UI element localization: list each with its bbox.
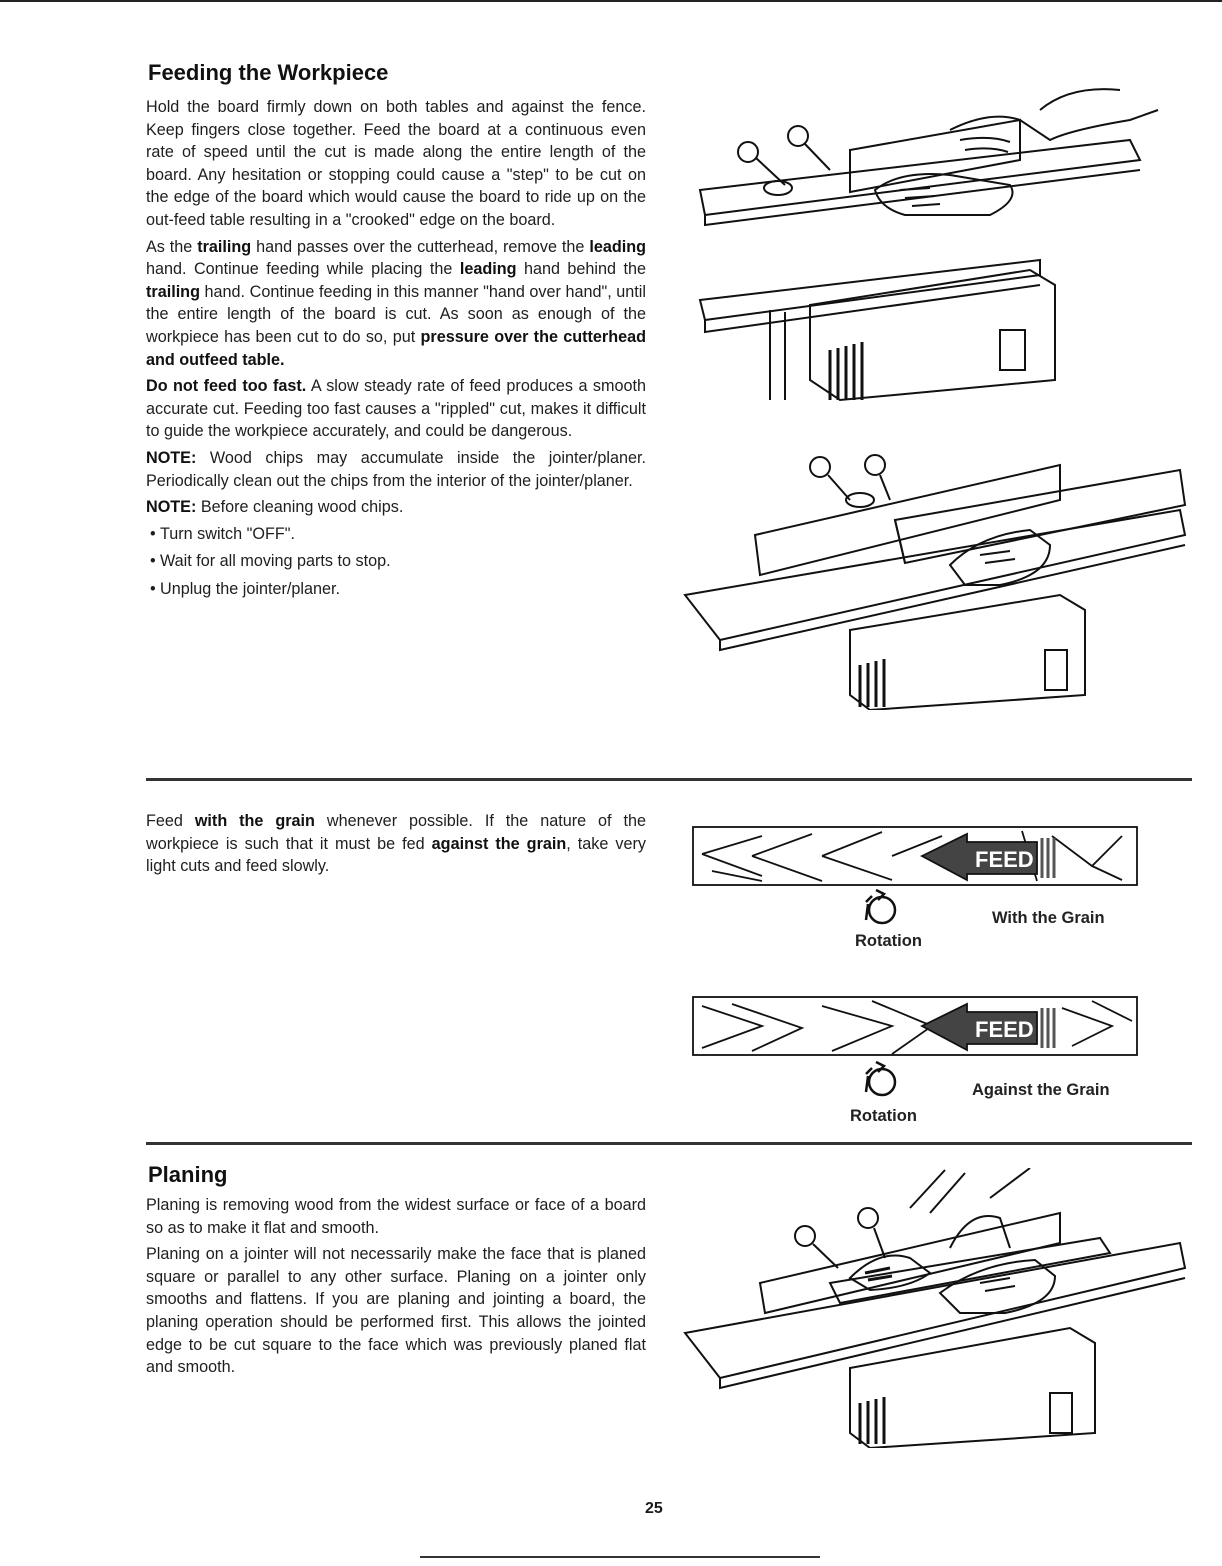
p2-text-i: hand. Continue feeding in this manner "hand over hand", until the entire length of the board is cut. As soon as enough of the workpiece has been cut to do so, put (146, 282, 646, 346)
grain-bold-with: with the grain (194, 812, 315, 830)
feeding-paragraph-2 (146, 236, 646, 372)
p2-text-c: hand passes over the cutterhead, remove the (251, 237, 590, 256)
feed-arrow-label-2: FEED (975, 1017, 1034, 1042)
planing-paragraph-2: Planing on a jointer will not necessarily make the face that is planed square or parallel to any other surface. Planing on a jointer only smooths and flattens. If you are planing and jointing a board, the planing operation should be performed first. This allows the jointed edge to be cut square to the face which was previously planed flat and smooth. (146, 1245, 646, 1377)
top-rule (0, 0, 1222, 2)
feeding-paragraph-3 (146, 375, 646, 443)
grain-text-a: Feed (146, 812, 195, 830)
against-grain-board-diagram (692, 996, 1138, 1058)
list-item: • Turn switch "OFF". (150, 524, 296, 543)
p3-text: A slow steady rate of feed produces a smooth accurate cut. Feeding too fast causes a "rippled" cut, makes it difficult to guide the workpiece accurately, and could be dangerous. (146, 377, 646, 441)
rotation-label-2: Rotation (850, 1107, 917, 1125)
jointer-planing-illustration (680, 1168, 1190, 1448)
p2-bold-trailing-2: trailing (146, 282, 200, 301)
grain-text-c: whenever possible. If the nature of the workpiece is such that it must be fed (146, 812, 646, 853)
list-item: • Wait for all moving parts to stop. (150, 552, 391, 571)
bottom-rule (420, 1556, 820, 1558)
jointer-hand-feeding-illustration (690, 80, 1160, 410)
cleaning-steps-list (146, 523, 646, 601)
rotation-arrow-icon (856, 886, 900, 930)
p2-bold-trailing-1: trailing (197, 237, 252, 256)
feeding-text-column (146, 96, 646, 605)
p3-bold-warning: Do not feed too fast. (146, 377, 307, 396)
p2-bold-pressure: pressure over the cutterhead and outfeed table. (146, 327, 647, 369)
list-item: • Unplug the jointer/planer. (150, 579, 340, 598)
feed-arrow-label: FEED (975, 847, 1034, 872)
section-divider-1 (146, 778, 1192, 781)
grain-bold-against: against the grain (431, 834, 567, 853)
against-grain-caption: Against the Grain (972, 1081, 1110, 1099)
bullet-text-1: Turn switch "OFF". (160, 524, 296, 543)
p2-bold-leading-2: leading (459, 260, 517, 279)
jointer-board-against-fence-illustration (680, 445, 1190, 710)
p2-bold-leading-1: leading (589, 237, 646, 256)
with-grain-caption: With the Grain (992, 909, 1105, 927)
note-wood-chips (146, 447, 646, 492)
bullet-text-2: Wait for all moving parts to stop. (160, 552, 391, 571)
bullet-text-3: Unplug the jointer/planer. (160, 579, 340, 598)
p2-text-a: As the (146, 237, 198, 256)
p2-text-e: hand. Continue feeding while placing the (146, 260, 460, 279)
grain-text-column (146, 810, 646, 882)
section-divider-2 (146, 1142, 1192, 1145)
note1-text: Wood chips may accumulate inside the jointer/planer. Periodically clean out the chips from the interior of the jointer/planer. (146, 448, 646, 490)
note-before-cleaning (146, 496, 646, 519)
note2-label: NOTE: (146, 498, 197, 517)
note2-text: Before cleaning wood chips. (196, 498, 404, 517)
planing-paragraph-1: Planing is removing wood from the widest surface or face of a board so as to make it flat and smooth. (146, 1196, 646, 1237)
section-title-planing: Planing (148, 1162, 228, 1187)
page-number: 25 (645, 1500, 663, 1517)
with-grain-board-diagram (692, 826, 1138, 888)
rotation-label-1: Rotation (855, 932, 922, 950)
grain-paragraph (146, 810, 646, 878)
section-title-feeding: Feeding the Workpiece (148, 60, 389, 85)
planing-text-column (146, 1194, 646, 1383)
rotation-arrow-icon (856, 1058, 900, 1102)
p2-text-g: hand behind the (516, 260, 646, 279)
note1-label: NOTE: (146, 448, 197, 467)
feeding-paragraph-1: Hold the board firmly down on both tables and against the fence. Keep fingers close together. Feed the board at a continuous even rate of speed until the cut is made along the entire length of the board. Any hesitation or stopping could cause a "step" to be cut on the edge of the board which would cause the board to ride up on the out-feed table resulting in a "crooked" edge on the board. (146, 98, 646, 229)
grain-text-e: , take very light cuts and feed slowly. (146, 834, 646, 876)
